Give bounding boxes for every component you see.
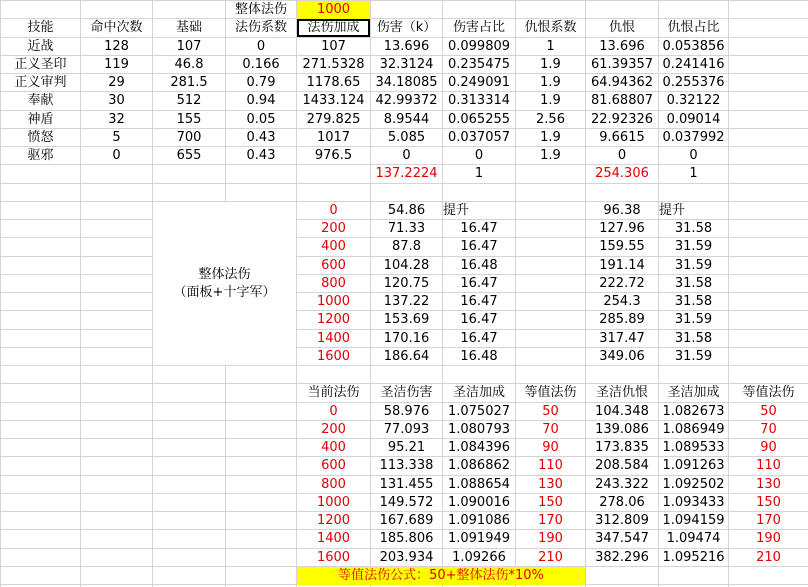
skill-data-cell[interactable]: 奉献 (27, 93, 54, 108)
grid-row-line (0, 183, 808, 184)
holy-data-cell[interactable]: 1.09474 (666, 531, 721, 546)
holy-data-cell[interactable]: 1.091949 (447, 531, 511, 546)
holy-data-cell[interactable]: 1.082673 (662, 404, 725, 419)
skill-data-cell[interactable]: 0.099809 (447, 39, 511, 54)
skill-data-cell[interactable]: 0.249091 (447, 75, 511, 90)
scale-damage-up-cell[interactable]: 16.47 (460, 221, 498, 236)
scale-label-merged-cell[interactable] (153, 202, 296, 365)
holy-data-cell[interactable]: 90 (760, 440, 777, 455)
skill-data-cell[interactable]: 107 (176, 39, 202, 54)
scale-threat-cell[interactable]: 254.3 (603, 294, 641, 309)
holy-data-cell[interactable]: 1.084396 (447, 440, 511, 455)
scale-damage-cell[interactable]: 104.28 (383, 258, 430, 273)
scale-threat-cell[interactable]: 285.89 (599, 312, 645, 327)
scale-threat-cell[interactable]: 349.06 (599, 349, 645, 364)
skill-data-cell[interactable]: 13.696 (599, 39, 645, 54)
scale-up-label-cell[interactable]: 提升 (659, 203, 686, 218)
holy-data-cell[interactable]: 1200 (316, 513, 351, 528)
skill-data-cell[interactable]: 700 (176, 130, 202, 145)
scale-spell-cell[interactable]: 1200 (316, 312, 351, 327)
scale-threat-cell[interactable]: 317.47 (599, 331, 645, 346)
holy-data-cell[interactable]: 130 (756, 477, 781, 492)
skill-data-cell[interactable]: 30 (108, 93, 125, 108)
skill-data-cell[interactable]: 32.3124 (379, 57, 434, 72)
holy-data-cell[interactable]: 1.080793 (447, 422, 511, 437)
skill-data-cell[interactable]: 0 (112, 148, 121, 163)
holy-header-cell[interactable]: 等值法伤 (742, 385, 795, 400)
column-header-cell[interactable]: 仇恨占比 (667, 20, 720, 35)
skill-data-cell[interactable]: 0.43 (246, 130, 276, 145)
column-header-cell[interactable]: 仇恨系数 (524, 20, 577, 35)
holy-data-cell[interactable]: 1.089533 (662, 440, 725, 455)
holy-data-cell[interactable]: 110 (756, 458, 781, 473)
scale-damage-cell[interactable]: 71.33 (387, 221, 426, 236)
skill-data-cell[interactable]: 119 (104, 57, 129, 72)
skill-data-cell[interactable]: 1017 (316, 130, 351, 145)
skill-data-cell[interactable]: 0.94 (246, 93, 276, 108)
skill-data-cell[interactable]: 0 (256, 39, 266, 54)
skill-data-cell[interactable]: 驱邪 (27, 148, 54, 163)
holy-data-cell[interactable]: 113.338 (379, 458, 434, 473)
holy-data-cell[interactable]: 278.06 (599, 495, 645, 510)
column-header-cell[interactable]: 伤害占比 (452, 20, 505, 35)
skill-data-cell[interactable]: 271.5328 (302, 57, 365, 72)
skill-data-cell[interactable]: 5.085 (387, 130, 426, 145)
holy-data-cell[interactable]: 70 (760, 422, 777, 437)
skill-data-cell[interactable]: 近战 (27, 39, 54, 54)
holy-data-cell[interactable]: 1.088654 (447, 477, 511, 492)
holy-header-cell[interactable]: 圣洁加成 (452, 385, 505, 400)
scale-threat-cell[interactable]: 159.55 (599, 239, 645, 254)
skill-data-cell[interactable]: 0 (402, 148, 411, 163)
holy-data-cell[interactable]: 203.934 (379, 550, 434, 565)
total-threat-share-cell[interactable]: 1 (689, 166, 698, 181)
total-threat-cell[interactable]: 254.306 (595, 166, 649, 181)
holy-data-cell[interactable]: 139.086 (595, 422, 649, 437)
holy-data-cell[interactable]: 150 (756, 495, 781, 510)
scale-spell-cell[interactable]: 200 (321, 221, 346, 236)
scale-label-line: （面板+十字军） (173, 284, 276, 300)
column-header-cell[interactable]: 仇恨 (608, 20, 635, 35)
overall-spell-label-cell[interactable]: 整体法伤 (234, 2, 287, 17)
skill-data-cell[interactable]: 0.43 (246, 148, 276, 163)
holy-data-cell[interactable]: 1400 (316, 531, 351, 546)
scale-threat-up-cell[interactable]: 31.59 (674, 312, 713, 327)
holy-data-cell[interactable]: 1.090016 (447, 495, 511, 510)
skill-data-cell[interactable]: 279.825 (306, 112, 361, 127)
holy-data-cell[interactable]: 130 (538, 477, 563, 492)
holy-data-cell[interactable]: 104.348 (595, 404, 649, 419)
skill-data-cell[interactable]: 1.9 (540, 93, 561, 108)
holy-data-cell[interactable]: 200 (321, 422, 346, 437)
skill-data-cell[interactable]: 神盾 (27, 112, 54, 127)
holy-data-cell[interactable]: 170 (538, 513, 563, 528)
holy-data-cell[interactable]: 77.093 (383, 422, 430, 437)
skill-data-cell[interactable]: 9.6615 (599, 130, 645, 145)
holy-data-cell[interactable]: 1.092502 (662, 477, 725, 492)
holy-header-cell[interactable]: 圣洁伤害 (380, 385, 433, 400)
holy-data-cell[interactable]: 150 (538, 495, 563, 510)
skill-data-cell[interactable]: 8.9544 (383, 112, 430, 127)
skill-data-cell[interactable]: 0.235475 (447, 57, 511, 72)
skill-data-cell[interactable]: 976.5 (314, 148, 353, 163)
skill-data-cell[interactable]: 1.9 (540, 148, 561, 163)
holy-header-cell[interactable]: 当前法伤 (307, 385, 360, 400)
holy-data-cell[interactable]: 1.091086 (447, 513, 511, 528)
skill-data-cell[interactable]: 1.9 (540, 57, 561, 72)
holy-data-cell[interactable]: 1.09266 (452, 550, 506, 565)
skill-data-cell[interactable]: 107 (321, 39, 346, 54)
skill-data-cell[interactable]: 0 (474, 148, 484, 163)
skill-data-cell[interactable]: 128 (104, 39, 129, 54)
scale-damage-cell[interactable]: 87.8 (392, 239, 421, 254)
scale-spell-cell[interactable]: 400 (321, 239, 346, 254)
scale-up-label-cell[interactable]: 提升 (443, 203, 470, 218)
skill-data-cell[interactable]: 1.9 (540, 130, 561, 145)
scale-threat-cell[interactable]: 191.14 (599, 258, 645, 273)
holy-data-cell[interactable]: 1.091263 (662, 458, 725, 473)
holy-header-cell[interactable]: 等值法伤 (524, 385, 577, 400)
scale-damage-up-cell[interactable]: 16.47 (460, 294, 498, 309)
skill-data-cell[interactable]: 5 (112, 130, 121, 145)
skill-data-cell[interactable]: 0.053856 (662, 39, 725, 54)
skill-data-cell[interactable]: 0.241416 (662, 57, 725, 72)
holy-data-cell[interactable]: 173.835 (595, 440, 649, 455)
holy-data-cell[interactable]: 110 (538, 458, 563, 473)
scale-damage-up-cell[interactable]: 16.47 (460, 276, 498, 291)
skill-data-cell[interactable]: 正义审判 (14, 75, 67, 90)
skill-data-cell[interactable]: 2.56 (536, 112, 565, 127)
scale-spell-cell[interactable]: 1400 (316, 331, 351, 346)
total-damage-cell[interactable]: 137.2224 (375, 166, 438, 181)
scale-damage-cell[interactable]: 186.64 (383, 349, 430, 364)
skill-data-cell[interactable]: 0.09014 (666, 112, 721, 127)
skill-data-cell[interactable]: 0 (689, 148, 698, 163)
scale-spell-cell[interactable]: 1000 (316, 294, 351, 309)
scale-damage-cell[interactable]: 170.16 (383, 331, 430, 346)
holy-data-cell[interactable]: 347.547 (595, 531, 649, 546)
skill-data-cell[interactable]: 1.9 (540, 75, 561, 90)
holy-data-cell[interactable]: 149.572 (379, 495, 434, 510)
scale-damage-up-cell[interactable]: 16.47 (460, 239, 498, 254)
skill-data-cell[interactable]: 655 (176, 148, 202, 163)
skill-data-cell[interactable]: 0.05 (246, 112, 276, 127)
holy-data-cell[interactable]: 1.075027 (447, 404, 511, 419)
skill-data-cell[interactable]: 正义圣印 (14, 57, 67, 72)
scale-threat-up-cell[interactable]: 31.58 (674, 331, 713, 346)
holy-data-cell[interactable]: 600 (321, 458, 346, 473)
skill-data-cell[interactable]: 81.68807 (590, 93, 654, 108)
scale-threat-up-cell[interactable]: 31.58 (674, 221, 713, 236)
holy-header-cell[interactable]: 圣洁仇恨 (595, 385, 648, 400)
skill-data-cell[interactable]: 512 (176, 93, 202, 108)
scale-damage-up-cell[interactable]: 16.47 (460, 312, 498, 327)
column-header-cell[interactable]: 基础 (175, 20, 202, 35)
scale-threat-cell[interactable]: 127.96 (599, 221, 645, 236)
holy-data-cell[interactable]: 243.322 (595, 477, 649, 492)
skill-data-cell[interactable]: 42.99372 (375, 93, 438, 108)
skill-data-cell[interactable]: 281.5 (170, 75, 208, 90)
holy-data-cell[interactable]: 167.689 (379, 513, 434, 528)
holy-data-cell[interactable]: 210 (756, 550, 781, 565)
holy-data-cell[interactable]: 1000 (316, 495, 351, 510)
holy-header-cell[interactable]: 圣洁加成 (667, 385, 720, 400)
scale-label-line: 整体法伤 (198, 266, 251, 282)
skill-data-cell[interactable]: 64.94362 (590, 75, 654, 90)
skill-data-cell[interactable]: 155 (176, 112, 202, 127)
skill-data-cell[interactable]: 22.92326 (590, 112, 654, 127)
skill-data-cell[interactable]: 1 (546, 39, 555, 54)
holy-data-cell[interactable]: 185.806 (379, 531, 434, 546)
holy-data-cell[interactable]: 1.095216 (662, 550, 725, 565)
skill-data-cell[interactable]: 1433.124 (302, 93, 365, 108)
skill-data-cell[interactable]: 0.255376 (662, 75, 725, 90)
skill-data-cell[interactable]: 61.39357 (590, 57, 654, 72)
holy-data-cell[interactable]: 400 (321, 440, 346, 455)
scale-spell-cell[interactable]: 1600 (316, 349, 351, 364)
skill-data-cell[interactable]: 46.8 (174, 57, 204, 72)
skill-data-cell[interactable]: 29 (108, 75, 125, 90)
scale-damage-cell[interactable]: 54.86 (387, 203, 426, 218)
holy-data-cell[interactable]: 1.086949 (662, 422, 725, 437)
holy-data-cell[interactable]: 382.296 (595, 550, 649, 565)
scale-threat-up-cell[interactable]: 31.59 (674, 349, 713, 364)
holy-data-cell[interactable]: 50 (760, 404, 777, 419)
total-damage-share-cell[interactable]: 1 (474, 166, 484, 181)
scale-damage-cell[interactable]: 137.22 (383, 294, 430, 309)
skill-data-cell[interactable]: 0.79 (246, 75, 276, 90)
column-header-cell[interactable]: 技能 (27, 20, 54, 35)
column-header-cell[interactable]: 法伤加成 (297, 19, 370, 37)
overall-spell-value-cell[interactable]: 1000 (297, 1, 370, 19)
holy-data-cell[interactable]: 190 (756, 531, 781, 546)
skill-data-cell[interactable]: 0.037992 (662, 130, 725, 145)
holy-data-cell[interactable]: 210 (538, 550, 563, 565)
skill-data-cell[interactable]: 愤怒 (27, 130, 54, 145)
scale-spell-cell[interactable]: 600 (321, 258, 346, 273)
holy-data-cell[interactable]: 95.21 (387, 440, 426, 455)
scale-damage-cell[interactable]: 120.75 (383, 276, 430, 291)
column-header-cell[interactable]: 命中次数 (90, 20, 143, 35)
skill-data-cell[interactable]: 13.696 (383, 39, 430, 54)
holy-data-cell[interactable]: 1.093433 (662, 495, 725, 510)
holy-data-cell[interactable]: 1.094159 (662, 513, 725, 528)
holy-data-cell[interactable]: 131.455 (379, 477, 434, 492)
scale-threat-up-cell[interactable]: 31.59 (674, 239, 713, 254)
holy-data-cell[interactable]: 312.809 (595, 513, 649, 528)
skill-data-cell[interactable]: 32 (108, 112, 125, 127)
holy-data-cell[interactable]: 1600 (316, 550, 351, 565)
holy-data-cell[interactable]: 50 (542, 404, 559, 419)
scale-threat-up-cell[interactable]: 31.59 (674, 258, 713, 273)
holy-data-cell[interactable]: 208.584 (595, 458, 649, 473)
formula-cell[interactable]: 等值法伤公式：50+整体法伤*10% (297, 567, 585, 585)
holy-data-cell[interactable]: 190 (538, 531, 563, 546)
holy-data-cell[interactable]: 70 (542, 422, 559, 437)
skill-data-cell[interactable]: 34.18085 (375, 75, 438, 90)
scale-spell-cell[interactable]: 0 (329, 203, 338, 218)
holy-data-cell[interactable]: 170 (756, 513, 781, 528)
skill-data-cell[interactable]: 1178.65 (306, 75, 361, 90)
scale-damage-up-cell[interactable]: 16.48 (460, 349, 498, 364)
holy-data-cell[interactable]: 0 (329, 404, 338, 419)
scale-damage-cell[interactable]: 153.69 (383, 312, 430, 327)
skill-data-cell[interactable]: 0 (617, 148, 627, 163)
holy-data-cell[interactable]: 90 (542, 440, 559, 455)
holy-data-cell[interactable]: 1.086862 (447, 458, 511, 473)
skill-data-cell[interactable]: 0.32122 (666, 93, 721, 108)
skill-data-cell[interactable]: 0.166 (242, 57, 280, 72)
column-header-cell[interactable]: 伤害（k） (376, 20, 437, 35)
holy-data-cell[interactable]: 800 (321, 477, 346, 492)
scale-spell-cell[interactable]: 800 (321, 276, 346, 291)
scale-threat-up-cell[interactable]: 31.58 (674, 276, 713, 291)
skill-data-cell[interactable]: 0.037057 (447, 130, 511, 145)
scale-damage-up-cell[interactable]: 16.48 (460, 258, 498, 273)
holy-data-cell[interactable]: 58.976 (383, 404, 430, 419)
scale-threat-cell[interactable]: 96.38 (603, 203, 641, 218)
scale-threat-cell[interactable]: 222.72 (599, 276, 645, 291)
grid-row-line (0, 0, 808, 1)
column-header-cell[interactable]: 法伤系数 (234, 20, 287, 35)
scale-threat-up-cell[interactable]: 31.58 (674, 294, 713, 309)
skill-data-cell[interactable]: 0.313314 (447, 93, 511, 108)
skill-data-cell[interactable]: 0.065255 (447, 112, 511, 127)
scale-damage-up-cell[interactable]: 16.47 (460, 331, 498, 346)
